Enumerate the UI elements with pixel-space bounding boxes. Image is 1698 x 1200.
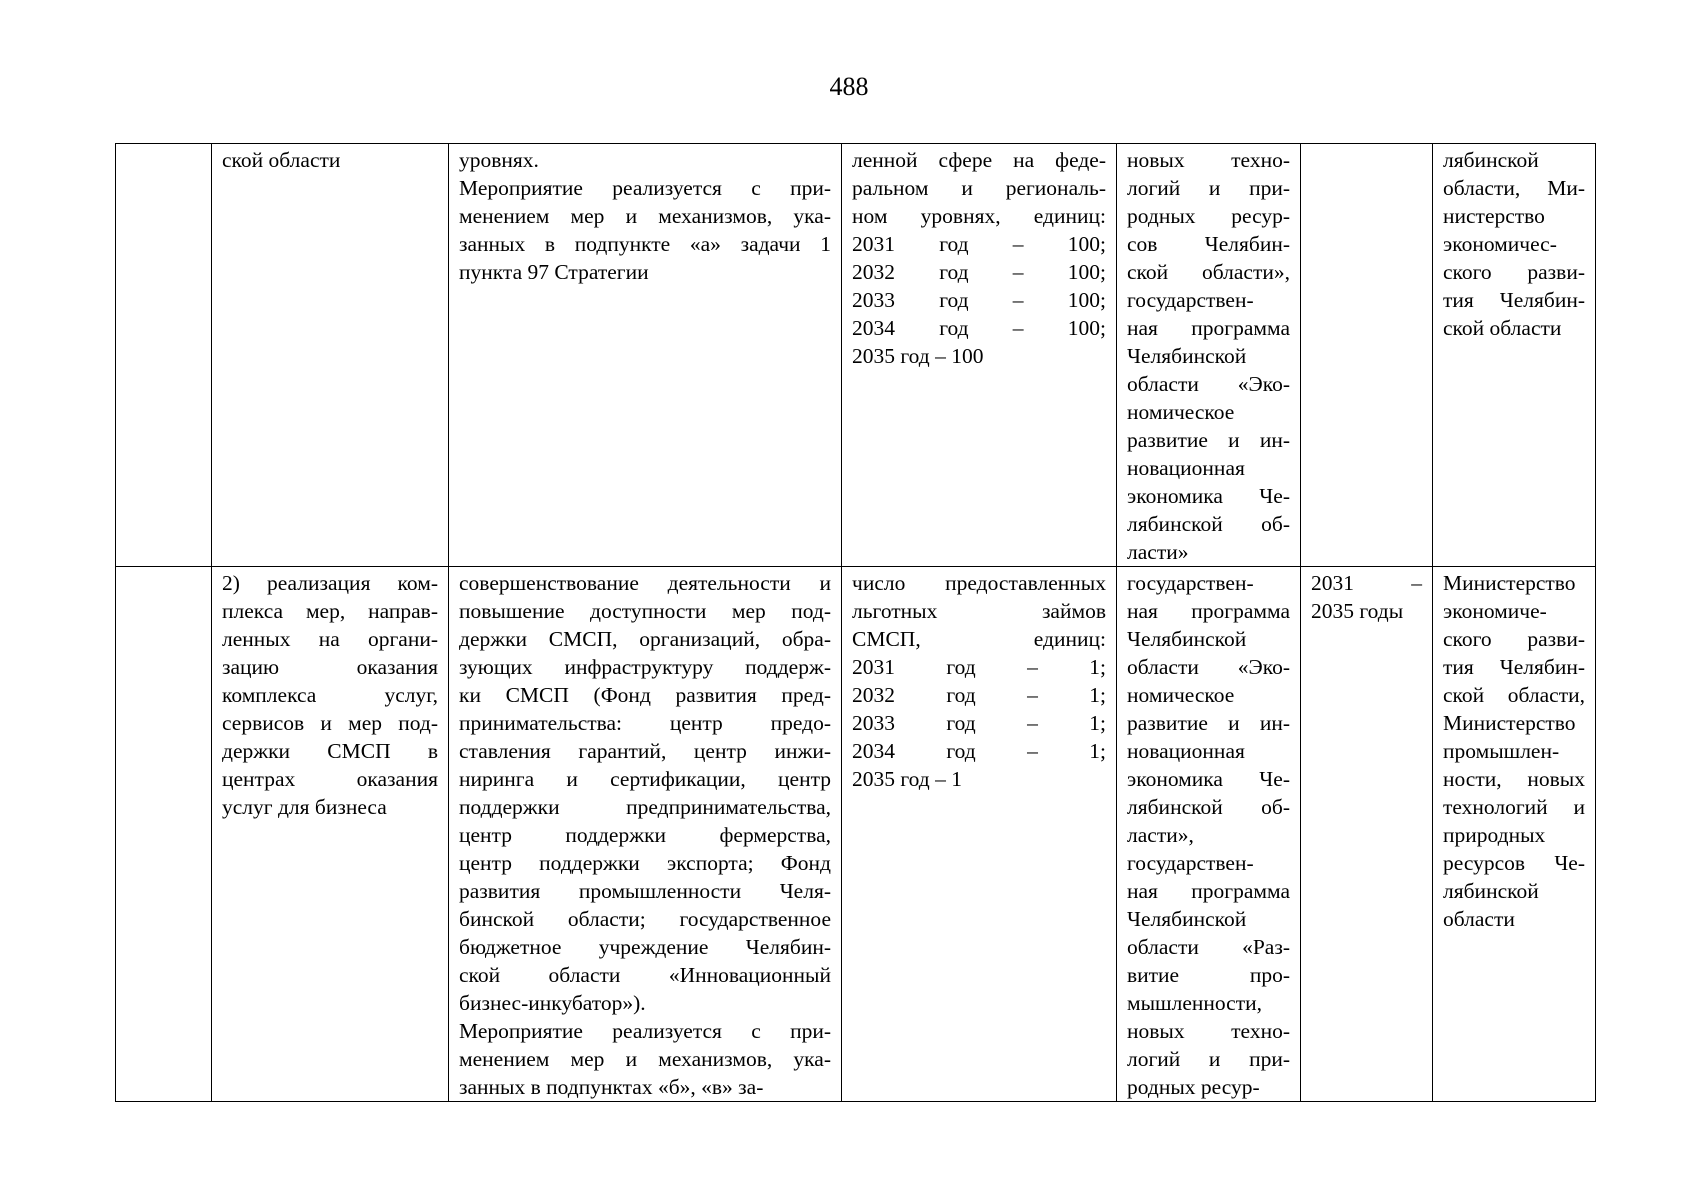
cell-line: Челябинской	[1127, 907, 1247, 931]
cell-line: государствен-	[1127, 571, 1254, 595]
cell-line: ской области	[1443, 316, 1562, 340]
cell-line: развитие и ин-	[1127, 711, 1290, 735]
cell-line: ная программа	[1127, 599, 1290, 623]
cell-line: витие про-	[1127, 963, 1290, 987]
cell-line: Мероприятие реализуется с при-	[459, 176, 831, 200]
cell-line: 2033 год – 100;	[852, 288, 1106, 312]
cell-line: Челябинской	[1127, 344, 1247, 368]
cell-line: комплекса услуг,	[222, 683, 438, 707]
cell-line: новационная	[1127, 739, 1245, 763]
cell-line: логий и при-	[1127, 176, 1290, 200]
cell-line: тия Челябин-	[1443, 288, 1585, 312]
cell-line: 2032 год – 100;	[852, 260, 1106, 284]
cell-line: ная программа	[1127, 879, 1290, 903]
cell-line: ласти»	[1127, 540, 1189, 564]
cell-line: уровнях.	[459, 148, 539, 172]
cell-line: занных в подпункте «а» задачи 1	[459, 232, 831, 256]
cell-line: ленной сфере на феде-	[852, 148, 1106, 172]
cell-program	[1117, 144, 1301, 567]
cell-line: 2035 годы	[1311, 599, 1404, 623]
cell-line: зующих инфраструктуру поддерж-	[459, 655, 831, 679]
cell-line: держки СМСП, организаций, обра-	[459, 627, 831, 651]
cell-line: развития промышленности Челя-	[459, 879, 831, 903]
cell-line: ской области»,	[1127, 260, 1290, 284]
cell-line: экономичес-	[1443, 232, 1557, 256]
cell-line: области «Раз-	[1127, 935, 1290, 959]
cell-line: пункта 97 Стратегии	[459, 260, 649, 284]
cell-line: ки СМСП (Фонд развития пред-	[459, 683, 831, 707]
cell-line: ниринга и сертификации, центр	[459, 767, 831, 791]
cell-line: экономика Че-	[1127, 484, 1290, 508]
cell-line: 2031 год – 1;	[852, 655, 1106, 679]
cell-line: области «Эко-	[1127, 372, 1290, 396]
plan-table	[115, 143, 1596, 1102]
cell-line: центр поддержки фермерства,	[459, 823, 831, 847]
cell-line: ского разви-	[1443, 260, 1585, 284]
cell-line: повышение доступности мер под-	[459, 599, 831, 623]
cell-period	[1301, 144, 1433, 567]
cell-description	[449, 567, 842, 1102]
cell-line: лябинской	[1443, 879, 1539, 903]
cell-executor	[1433, 567, 1596, 1102]
cell-line: мышленности,	[1127, 991, 1262, 1015]
cell-line: 2035 год – 100	[852, 344, 984, 368]
cell-line: ральном и региональ-	[852, 176, 1106, 200]
cell-line: новых техно-	[1127, 148, 1290, 172]
cell-task	[212, 144, 449, 567]
cell-line: лябинской	[1443, 148, 1539, 172]
cell-line: 2031 –	[1311, 571, 1422, 595]
cell-line: экономиче-	[1443, 599, 1547, 623]
cell-line: 2034 год – 100;	[852, 316, 1106, 340]
cell-line: совершенствование деятельности и	[459, 571, 831, 595]
cell-line: ласти»,	[1127, 823, 1194, 847]
cell-line: сов Челябин-	[1127, 232, 1290, 256]
cell-line: экономика Че-	[1127, 767, 1290, 791]
cell-line: менением мер и механизмов, ука-	[459, 1047, 831, 1071]
cell-line: номическое	[1127, 400, 1235, 424]
cell-line: природных	[1443, 823, 1546, 847]
cell-line: ном уровнях, единиц:	[852, 204, 1106, 228]
cell-line: Мероприятие реализуется с при-	[459, 1019, 831, 1043]
cell-line: бинской области; государственное	[459, 907, 831, 931]
cell-line: области «Эко-	[1127, 655, 1290, 679]
cell-description	[449, 144, 842, 567]
cell-indicator	[842, 567, 1117, 1102]
cell-line: ской области,	[1443, 683, 1585, 707]
cell-line: Челябинской	[1127, 627, 1247, 651]
cell-line: логий и при-	[1127, 1047, 1290, 1071]
cell-line: промышлен-	[1443, 739, 1560, 763]
cell-executor	[1433, 144, 1596, 567]
cell-line: тия Челябин-	[1443, 655, 1585, 679]
cell-line: ресурсов Че-	[1443, 851, 1585, 875]
cell-line: 2033 год – 1;	[852, 711, 1106, 735]
cell-line: 2032 год – 1;	[852, 683, 1106, 707]
cell-line: сервисов и мер под-	[222, 711, 438, 735]
cell-task	[212, 567, 449, 1102]
cell-line: бюджетное учреждение Челябин-	[459, 935, 831, 959]
cell-number	[116, 567, 212, 1102]
cell-line: 2034 год – 1;	[852, 739, 1106, 763]
cell-line: ской области «Инновационный	[459, 963, 831, 987]
cell-line: держки СМСП в	[222, 739, 438, 763]
table-row	[116, 567, 1596, 1102]
cell-line: родных ресур-	[1127, 204, 1290, 228]
page-number: 488	[829, 72, 869, 101]
cell-line: области, Ми-	[1443, 176, 1585, 200]
cell-line: лябинской об-	[1127, 512, 1290, 536]
cell-line: государствен-	[1127, 288, 1254, 312]
cell-line: 2035 год – 1	[852, 767, 962, 791]
cell-line: области	[1443, 907, 1515, 931]
cell-line: 2031 год – 100;	[852, 232, 1106, 256]
cell-line: менением мер и механизмов, ука-	[459, 204, 831, 228]
cell-line: занных в подпунктах «б», «в» за-	[459, 1075, 764, 1099]
cell-line: принимательства: центр предо-	[459, 711, 831, 735]
cell-number	[116, 144, 212, 567]
cell-line: ленных на органи-	[222, 627, 438, 651]
cell-line: число предоставленных	[852, 571, 1106, 595]
cell-line: новых техно-	[1127, 1019, 1290, 1043]
cell-line: плекса мер, направ-	[222, 599, 438, 623]
cell-line: поддержки предпринимательства,	[459, 795, 831, 819]
cell-program	[1117, 567, 1301, 1102]
cell-line: ная программа	[1127, 316, 1290, 340]
cell-line: ставления гарантий, центр инжи-	[459, 739, 831, 763]
cell-line: 2) реализация ком-	[222, 571, 438, 595]
cell-period	[1301, 567, 1433, 1102]
cell-line: государствен-	[1127, 851, 1254, 875]
cell-line: центрах оказания	[222, 767, 438, 791]
cell-line: зацию оказания	[222, 655, 438, 679]
cell-line: номическое	[1127, 683, 1235, 707]
cell-line: родных ресур-	[1127, 1075, 1260, 1099]
cell-line: льготных займов	[852, 599, 1106, 623]
table-row	[116, 144, 1596, 567]
cell-line: ности, новых	[1443, 767, 1585, 791]
cell-line: ской области	[222, 148, 341, 172]
cell-line: ского разви-	[1443, 627, 1585, 651]
cell-line: Министерство	[1443, 571, 1576, 595]
cell-indicator	[842, 144, 1117, 567]
cell-line: развитие и ин-	[1127, 428, 1290, 452]
cell-line: лябинской об-	[1127, 795, 1290, 819]
cell-line: центр поддержки экспорта; Фонд	[459, 851, 831, 875]
cell-line: СМСП, единиц:	[852, 627, 1106, 651]
cell-line: услуг для бизнеса	[222, 795, 387, 819]
cell-line: Министерство	[1443, 711, 1576, 735]
cell-line: технологий и	[1443, 795, 1585, 819]
cell-line: нистерство	[1443, 204, 1545, 228]
cell-line: бизнес-инкубатор»).	[459, 991, 646, 1015]
cell-line: новационная	[1127, 456, 1245, 480]
